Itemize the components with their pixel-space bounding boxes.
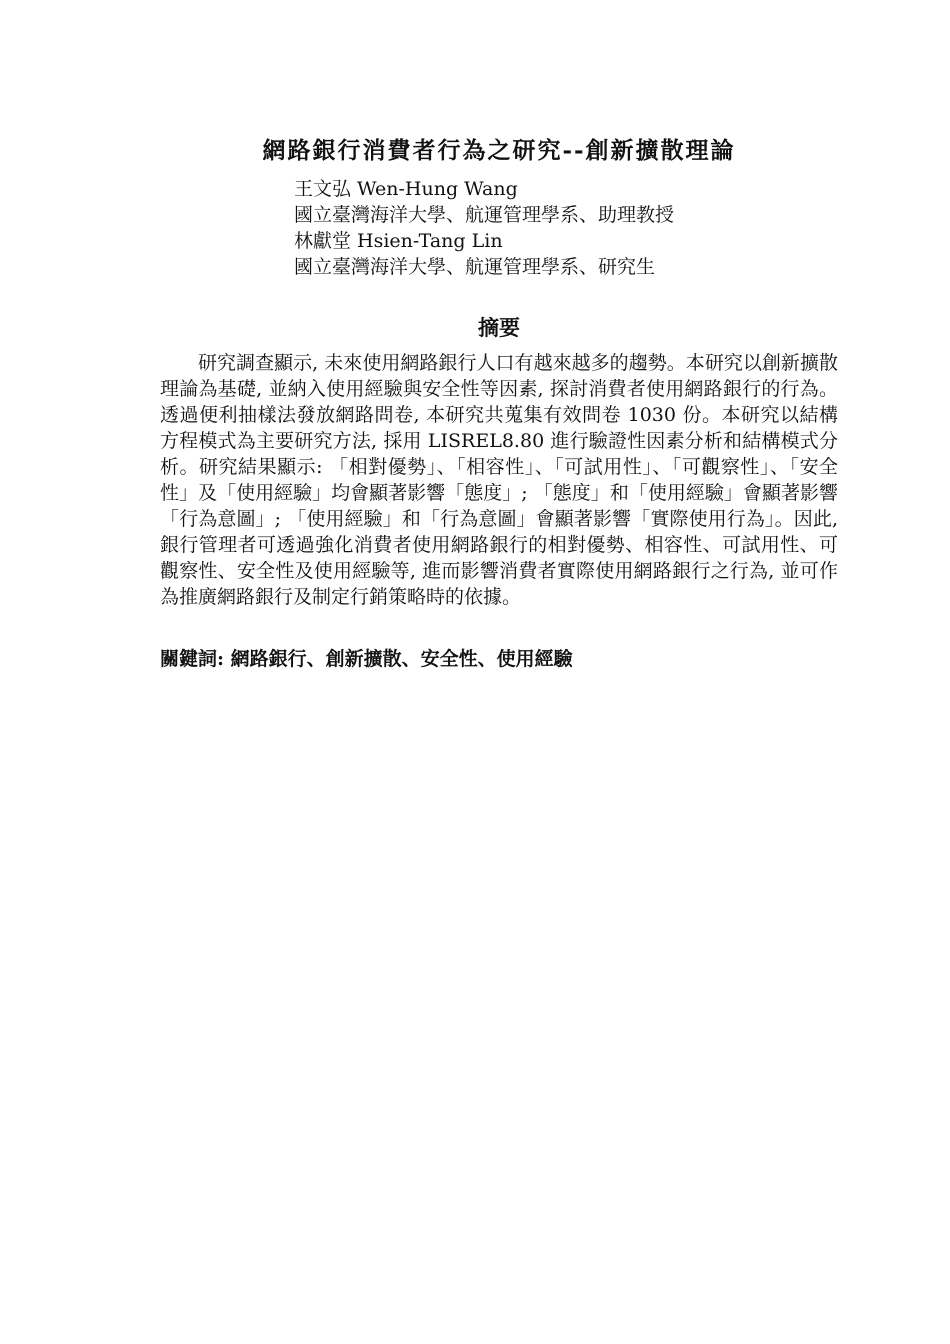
paper-title: 網路銀行消費者行為之研究--創新擴散理論 — [262, 137, 736, 164]
author-2-name: 林獻堂 Hsien-Tang Lin — [294, 230, 503, 252]
author-2-affiliation: 國立臺灣海洋大學、航運管理學系、研究生 — [294, 256, 656, 278]
author-1-affiliation: 國立臺灣海洋大學、航運管理學系、助理教授 — [294, 204, 675, 226]
author-block — [294, 176, 674, 280]
author-1-name: 王文弘 Wen-Hung Wang — [294, 178, 518, 200]
abstract-body: 研究調查顯示, 未來使用網路銀行人口有越來越多的趨勢。本研究以創新擴散理論為基礎, 並納入使用經驗與安全性等因素, 探討消費者使用網路銀行的行為。透過便利抽樣法發放網路問卷, 本研究共蒐集有效問卷 1030 份。本研究以結構方程模式為主要研究方法, 採用 LISREL8.80 進行驗證性因素分析和結構模式分析。研究結果顯示: 「相對優勢」、「相容性」、「可試用性」、「可觀察性」、「安全性」及「使用經驗」均會顯著影響「態度」; 「態度」和「使用經驗」會顯著影響「行為意圖」; 「使用經驗」和「行為意圖」會顯著影響「實際使用行為」。因此, 銀行管理者可透過強化消費者使用網路銀行的相對優勢、相容性、可試用性、可觀察性、安全性及使用經驗等, 進而影響消費者實際使用網路銀行之行為, 並可作為推廣網路銀行及制定行銷策略時的依據。 — [160, 352, 838, 608]
keywords-line: 關鍵詞: 網路銀行、創新擴散、安全性、使用經驗 — [160, 648, 573, 670]
abstract-heading: 摘要 — [478, 315, 520, 340]
